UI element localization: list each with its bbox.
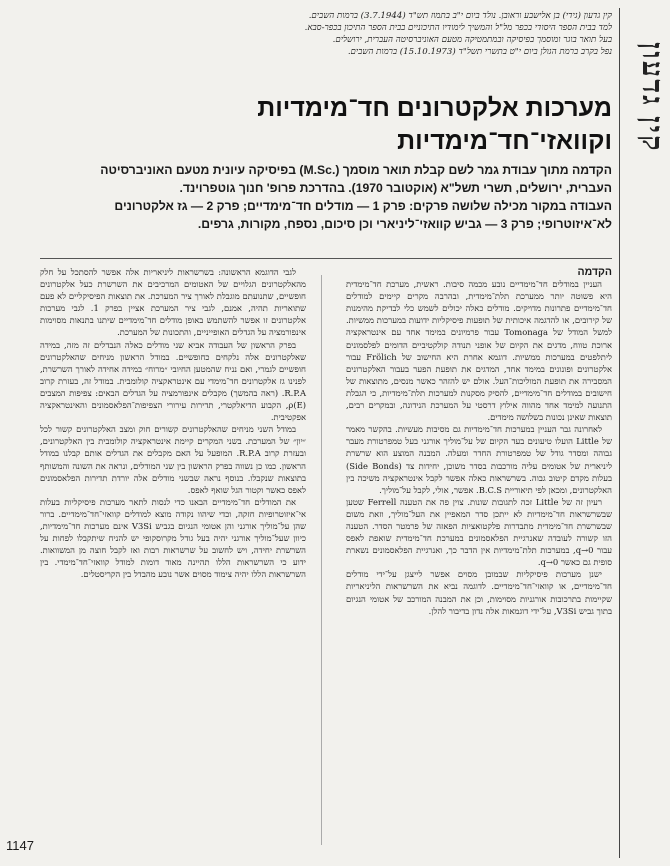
side-rule-divider <box>619 8 620 858</box>
body-paragraph: רעיון זה של Little זכה לתגובות שונות. צוין פה את הטענה Ferrell שטען שבשרשראות חד־מימדיות לא ייתכן סדר המאפיין את העל־מוליך, וזאת משום שבשרשרת חד־מימדית מתבדרות פלקטואציות הפאזה של פרמטר הסדר. הטענה הזו קשורה לעובדה שאנרגיית הפלאסמונים במערכת חד־מימדית שואפת לאפס עבור q→0, במערכות תלת־מימדיות אין הדבר כך, ואנרגיית הפלאסמונים נשארת סופית גם כאשר q→0. <box>346 496 612 568</box>
bio-line: בעל תואר בוגר ומוסמך בפיסיקה ובמתמטיקה מטעם האוניברסיטה העברית, ירושלים. <box>332 35 612 45</box>
section-heading: הקדמה <box>577 266 612 278</box>
section-divider <box>40 258 612 259</box>
body-paragraph: בפרק הראשון של העבודה אביא שני מודלים כאלה הנבדלים זה מזה, במידה שאלקטרונים אלה נלקחים כחופשיים. במודל הראשון מניחים שהאלקטרונים חופשיים לגמרי, ואם נניח שהמטען החיובי ״מרוח״ במידה אחידה לאורך השרשרת, לפנינו גז אלקטרונים חד־מימדי עם אינטראקציה קולומבית. במודל זה, בעזרת קרוב R.P.A. (ראה בהמשך) מקבלים אינפורמציה על הגדלים הבאים: צפיפות המצבים (E)ρ, הקבוע הדיאלקטרי, תדירות עירורי הצפיפות־הפלאסמונים והאינטראקציה אפקטיבית. <box>40 339 306 423</box>
title-line: וקוואזי־חד־מימדיות <box>397 127 612 155</box>
column-divider <box>321 275 322 845</box>
bio-line: למד בבית הספר היסודי בכפר מל"ל והמשיך לימודיו התיכוניים בבית הספר התיכון בכפר-סבא. <box>304 23 612 33</box>
body-paragraph: את המודלים חד־מימדיים הבאנו כדי לנסות לתאר מערכות פיסיקליות בעלות אי־איזוטרופיות חזקה, וכדי שיהוו נקודה מוצא למודלים קוואזי־חד־מימדיים. ברור שהן על־מוליך אורגני והן אטומי הנגיום בגביש V3Si אינם מערכות חד־מימדיות, כיוון שעל־מוליך אורגני יהיה בעל גודל מקרוסקופי יש להניח שיתקבלו לפחות על השרשרת יחידה, ויש לחשוב על שרשראות רבות ואז לקבל חוצה מן המשוואות. ידוע כי השרשראות הללו תהיינה מאוד דומות למודל קוואזי־חד־מימדי. בין השרשראות הללו יהיה צימוד מסוים אשר נובע מהבדל בין הקריסטלים. <box>40 496 306 580</box>
abstract-paragraph: הקדמה מתוך עבודת גמר לשם קבלת תואר מוסמך (.M.Sc) בפיסיקה עיונית מטעם האוניברסיטה העברית, ירושלים, תשרי תשל"א (אוקטובר 1970). בהדרכת פרופ' חנוך גוטפרוינד. <box>100 163 612 195</box>
body-paragraph: ישנן מערכות פיסיקליות שבמובן מסוים אפשר לייצגן על־ידי מודלים חד־מימדיים, או קוואזי־חד־מימדיים. לדוגמה נביא את השרשראות הליניאריות שקיימות בתרכובות אורגניות מסוימות, וכן את המבנה המורכב של אטומי הנגיום בתוך גביש V3Si, על־ידי דוגמאות אלה נדון בדיבור להלן. <box>346 569 612 616</box>
article-abstract <box>52 162 612 234</box>
bio-line: קין גדעון (גידי) בן אלישבע וראובן. נולד ביום י"ב בתמוז תש"ד (3.7.1944) ברמות השבים. <box>308 11 612 21</box>
page-number: 1147 <box>6 838 34 853</box>
title-line: מערכות אלקטרונים חד־מימדיות <box>257 94 612 122</box>
body-paragraph: לגבי הדוגמא הראשונה: בשרשראות ליניאריות אלה אפשר להסתכל על חלק מהאלקטרונים הגלויים של האטומים המרכיבים את השרשרת כעל אלקטרונים חופשיים, שתנועתם מוגבלת לאורך ציר המערכת. את תוצאות הפיסיקליים לא פעם שתואריות תהיה, אמנם, לגבי ציר המערכת אציין בפרק 1. לגבי מערכות אלקטרונים זו אפשר להשתמש באופן מודלים חד־מימדיים שיתנו בתנאות מסוימות אינפורמציה על הגדלים האופייניים, והתכונות של המערכת. <box>40 267 306 338</box>
article-title <box>72 92 612 158</box>
abstract-paragraph: העבודה במקור מכילה שלושה פרקים: פרק 1 — מודלים חד־מימדיים; פרק 2 — גז אלקטרונים לא־איזוטרופי; פרק 3 — גביש קוואזי־ליניארי וכן סיכום, נספח, מקורות, גרפים. <box>114 199 612 231</box>
text-column-right <box>346 266 612 617</box>
body-paragraph: לאחרונה גבר העניין במערכות חד־מימדיות גם מסיבות מעשיות. בהקשר מאמר של Little הועלו טיעונים בעד הקיום של על־מוליך אורגני בעל טמפרטורת מעבר גבוהה ומסדר גודל של טמפרטורת החדר ומעלה. המבנה המוצע הוא שרשרת ליניארית של אטומים עליה מורכבות בסדר משוכן, יחידות צד (Side Bonds) בעלות מקדם קיטוב גבוה. בשרשראות כאלה אפשר לקבל אינטראקציה משיכה בין האלקטרונים, ומכאן לפי תיאוריית B.C.S. אפשר, אולי, לקבל על־מוליך. <box>346 424 612 495</box>
body-paragraph: העניין במודלים חד־מימדיים נובע מכמה סיבות. ראשית, מערכת חד־מימדית היא פשוטה יותר ממערכת תלת־מימדית, ובהרבה מקרים קיימים למודלים חד־מימדיים פתרונות מדויקים. מודלים כאלה יכולים לשמש כלי לבדיקת מהימנות של קירובים, או להדגמה איכותית של תופעות פיסיקליות ידועות במערכות ממשיות. למשל המודל של Tomonaga עבור פרמיונים במימד אחד עם אינטראקציה ארוכת טווח, מדגים את הקיום של אופני תנודה קולקטיביים הדומים לפלסמונים ליתלפטים במערכות ממשיות. דוגמא אחרת היא החישוב של Frölich עבור אלקטרונים ופונונים במימד אחד, המדגים את תופעת הפער בעבור האלקטרונים המסבירה את תופעת המוליכות־העל. אולם יש להזהר כאשר מנסים, מתוצאות של חישובים במודלים חד־מימדיים, להסיק מסקנות למערכות תלת־מימדיות, כי הגבלת התנועה למימד אחד מהווה אילוץ דרסטי על המערכת הנידונה, ובמקרים רבים, תוצאות שאינן נכונות בשלושה מימדים. <box>346 279 613 423</box>
bio-line: נפל בקרב ברמת הגולן ביום י"ט בתשרי תשל"ד (15.10.1973) ברמות השבים. <box>347 47 612 57</box>
text-column-left <box>40 266 306 580</box>
author-vertical-name: קין גדעון <box>636 41 668 153</box>
body-paragraph: במודל השני מניחים שהאלקטרונים קשורים חוק ומצב האלקטרונים קשור לכל ״יון״ של המערכת. בשני המקרים קיימת אינטראקציה קולומבית בין האלקטרונים, ובעזרת קרוב R.P.A. המופעל על האם מקבלים את הגדלים אותם קבלנו במודל הראשון. כמו כן נשווה בפרק הראשון בין שני המודלים, ונראה את השונה והמשותף בתוצאות שנקבלו. בנוסף נראה שבשני מודלים אלה יורדת תדירות הפלאסמונים לאפס כאשר וקטור הגל שואף לאפס. <box>40 424 306 495</box>
author-biography <box>82 10 612 58</box>
